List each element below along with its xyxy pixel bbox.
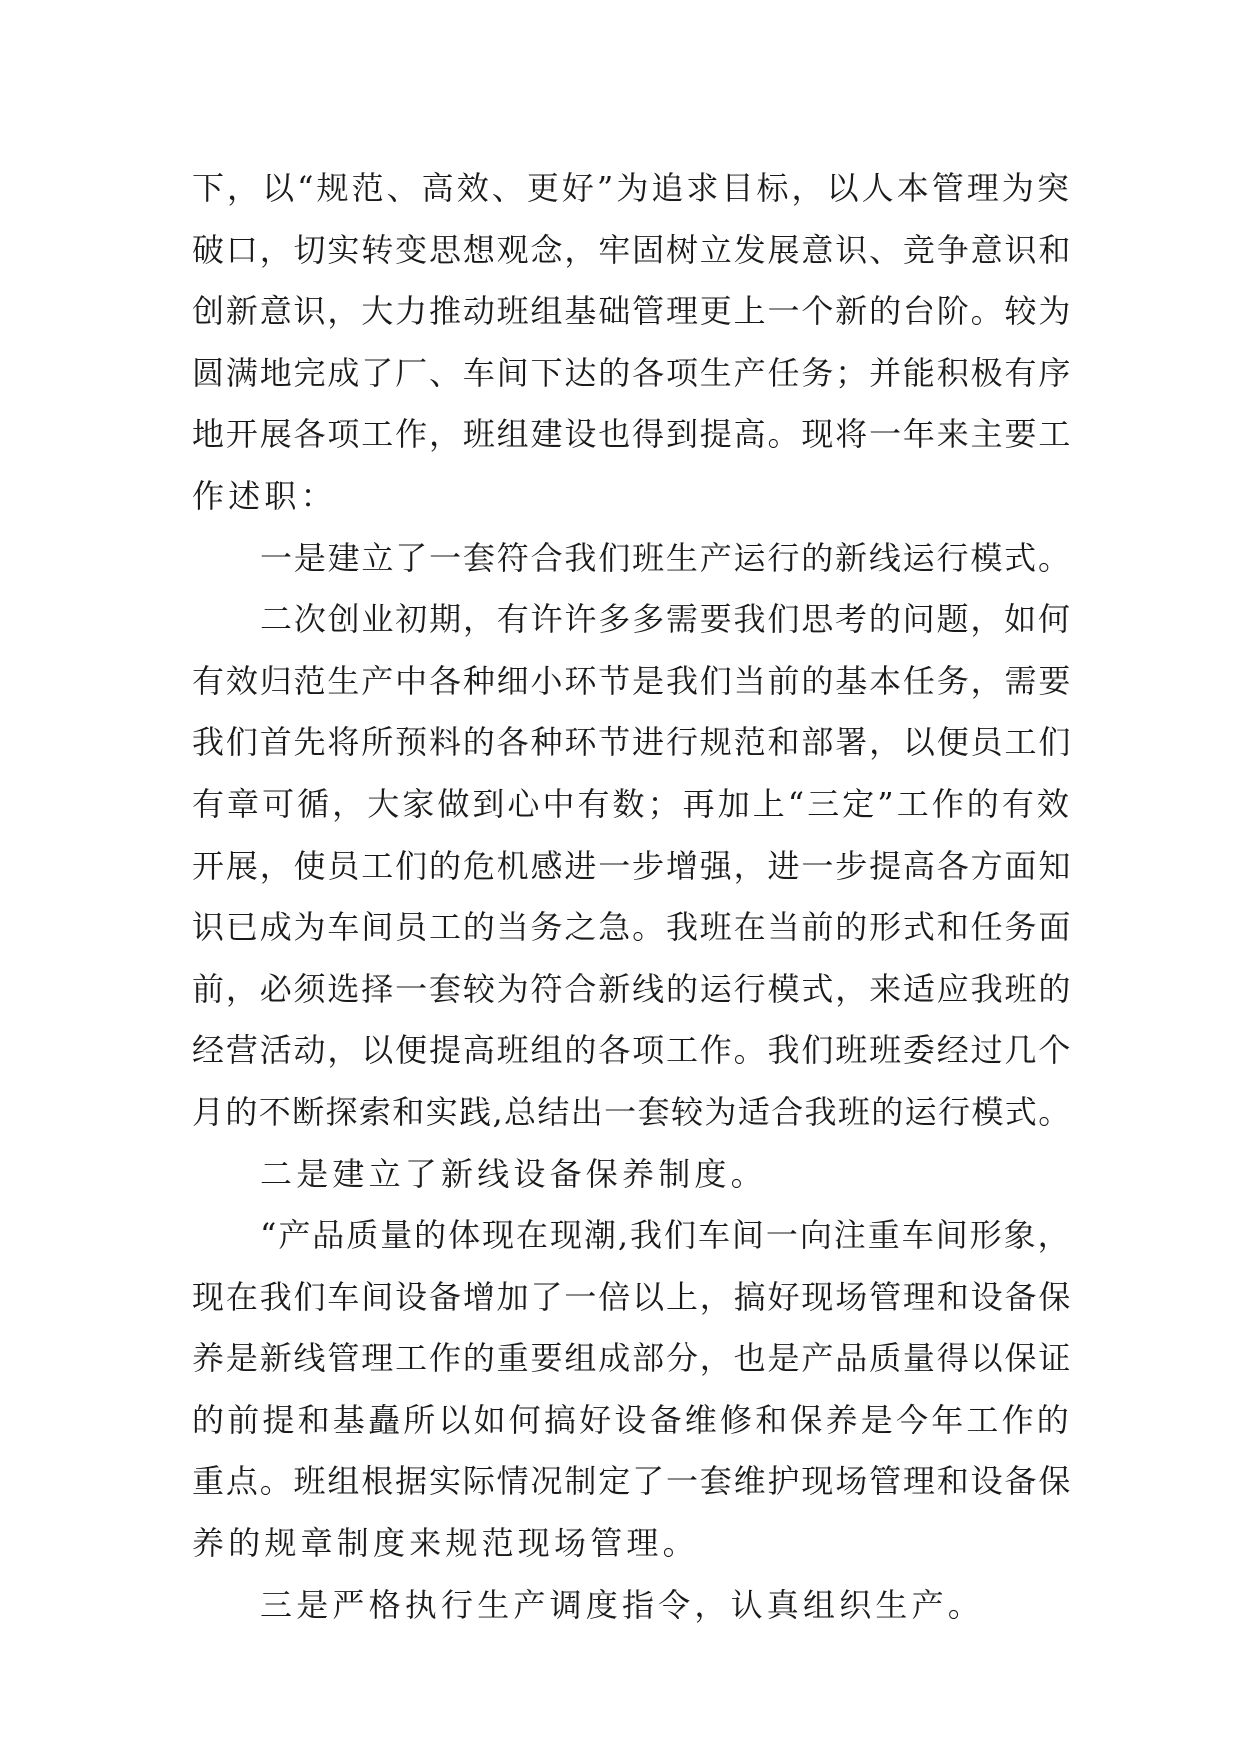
text-line: 三是严格执行生产调度指令，认真组织生产。 [260, 1585, 985, 1624]
body-text [192, 158, 1072, 1636]
text-line: 开展，使员工们的危机感进一步增强，进一步提高各方面知 [192, 846, 1073, 885]
text-line: 创新意识，大力推动班组基础管理更上一个新的台阶。较为 [192, 292, 1073, 331]
text-line: 养的规章制度来规范现场管理。 [192, 1524, 699, 1563]
text-line: 有效归范生产中各种细小环节是我们当前的基本任务，需要 [192, 661, 1073, 700]
text-line: 识已成为车间员工的当务之急。我班在当前的形式和任务面 [192, 908, 1073, 947]
text-line: 作述职： [192, 476, 337, 515]
text-line: 有章可循，大家做到心中有数；再加上“三定”工作的有效 [192, 784, 1072, 823]
text-line: 重点。班组根据实际情况制定了一套维护现场管理和设备保 [192, 1462, 1073, 1501]
text-line: 月的不断探索和实践,总结出一套较为适合我班的运行模式。 [192, 1092, 1072, 1131]
text-line: 经营活动，以便提高班组的各项工作。我们班班委经过几个 [192, 1031, 1073, 1070]
text-line: 现在我们车间设备增加了一倍以上，搞好现场管理和设备保 [192, 1277, 1073, 1316]
text-line: 我们首先将所预料的各种环节进行规范和部署，以便员工们 [192, 723, 1073, 762]
text-line: 的前提和基矗所以如何搞好设备维修和保养是今年工作的 [192, 1400, 1073, 1439]
text-line: 圆满地完成了厂、车间下达的各项生产任务；并能积极有序 [192, 353, 1073, 392]
text-line: “产品质量的体现在现潮,我们车间一向注重车间形象， [260, 1216, 1072, 1255]
text-line: 地开展各项工作，班组建设也得到提高。现将一年来主要工 [192, 415, 1073, 454]
text-line: 下，以“规范、高效、更好”为追求目标，以人本管理为突 [192, 169, 1072, 207]
text-line: 前，必须选择一套较为符合新线的运行模式，来适应我班的 [192, 969, 1073, 1008]
text-line: 养是新线管理工作的重要组成部分，也是产品质量得以保证 [192, 1339, 1073, 1378]
text-line: 破口，切实转变思想观念，牢固树立发展意识、竞争意识和 [192, 230, 1073, 269]
text-line: 二次创业初期，有许许多多需要我们思考的问题，如何 [260, 600, 1072, 639]
text-line: 一是建立了一套符合我们班生产运行的新线运行模式。 [260, 538, 1072, 577]
text-line: 二是建立了新线设备保养制度。 [260, 1154, 767, 1193]
